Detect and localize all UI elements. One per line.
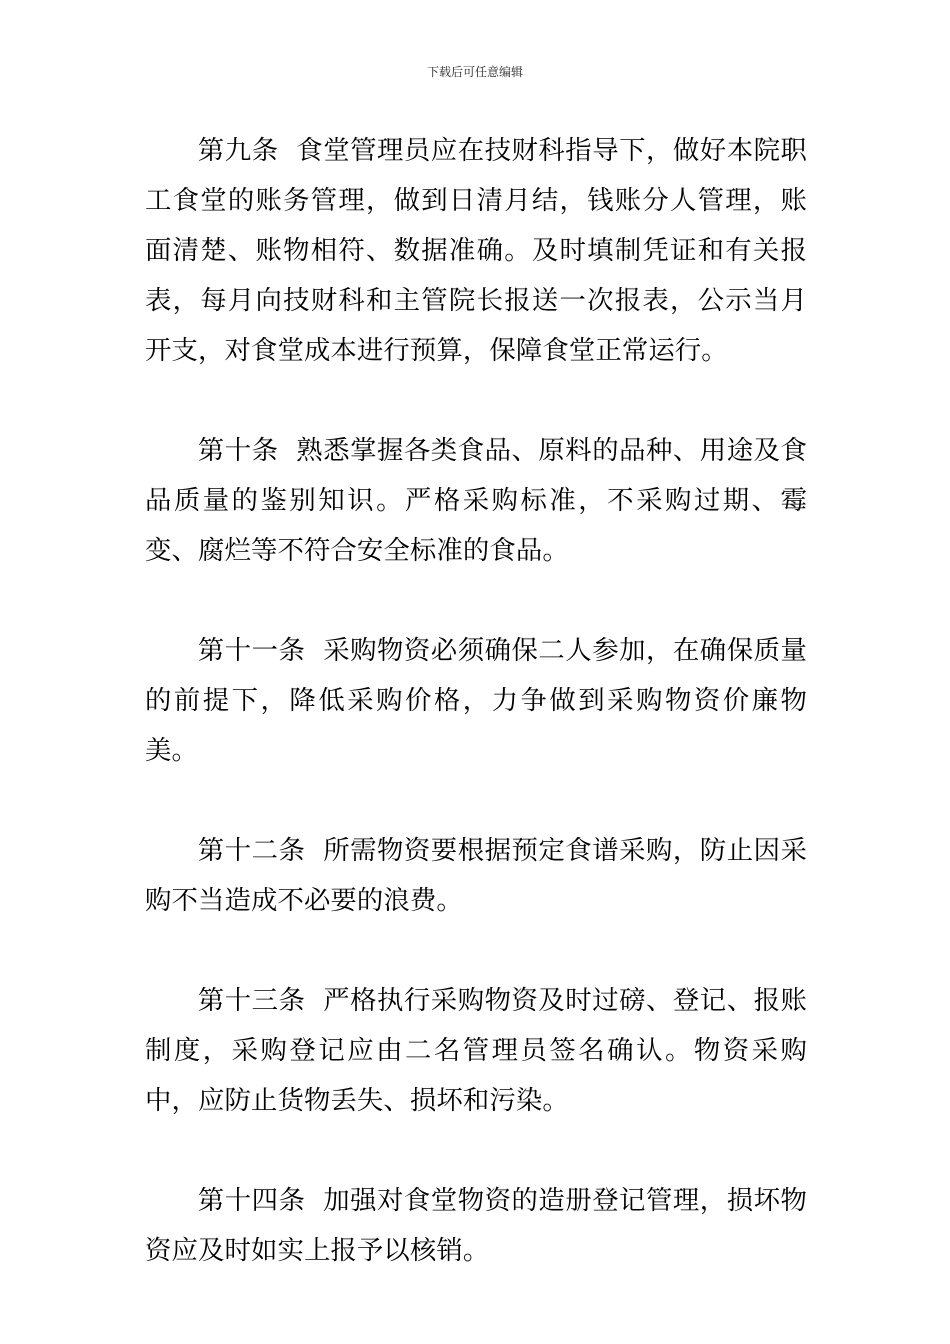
document-body [145, 126, 807, 1276]
article-12-text: 所需物资要根据预定食谱采购，防止因采购不当造成不必要的浪费。 [145, 835, 807, 916]
article-11 [145, 626, 807, 776]
article-14-text: 加强对食堂物资的造册登记管理，损坏物资应及时如实上报予以核销。 [145, 1185, 807, 1266]
article-13-heading: 第十三条 [197, 985, 306, 1016]
article-13-text: 严格执行采购物资及时过磅、登记、报账制度，采购登记应由二名管理员签名确认。物资采购中，应防止货物丢失、损坏和污染。 [145, 985, 807, 1116]
article-14-heading: 第十四条 [197, 1185, 306, 1216]
article-14 [145, 1176, 807, 1276]
article-12-heading: 第十二条 [197, 835, 306, 866]
article-11-text: 采购物资必须确保二人参加，在确保质量的前提下，降低采购价格，力争做到采购物资价廉物美。 [145, 635, 807, 766]
article-9 [145, 126, 807, 376]
article-10-heading: 第十条 [197, 435, 279, 466]
article-12 [145, 826, 807, 926]
article-11-heading: 第十一条 [197, 635, 306, 666]
article-10 [145, 426, 807, 576]
article-10-text: 熟悉掌握各类食品、原料的品种、用途及食品质量的鉴别知识。严格采购标准，不采购过期、霉变、腐烂等不符合安全标准的食品。 [145, 435, 807, 566]
page-header: 下载后可任意编辑 [426, 65, 523, 79]
article-13 [145, 976, 807, 1126]
article-9-text: 食堂管理员应在技财科指导下，做好本院职工食堂的账务管理，做到日清月结，钱账分人管理，账面清楚、账物相符、数据准确。及时填制凭证和有关报表，每月向技财科和主管院长报送一次报表，公示当月开支，对食堂成本进行预算，保障食堂正常运行。 [145, 135, 807, 366]
article-9-heading: 第九条 [197, 135, 279, 166]
